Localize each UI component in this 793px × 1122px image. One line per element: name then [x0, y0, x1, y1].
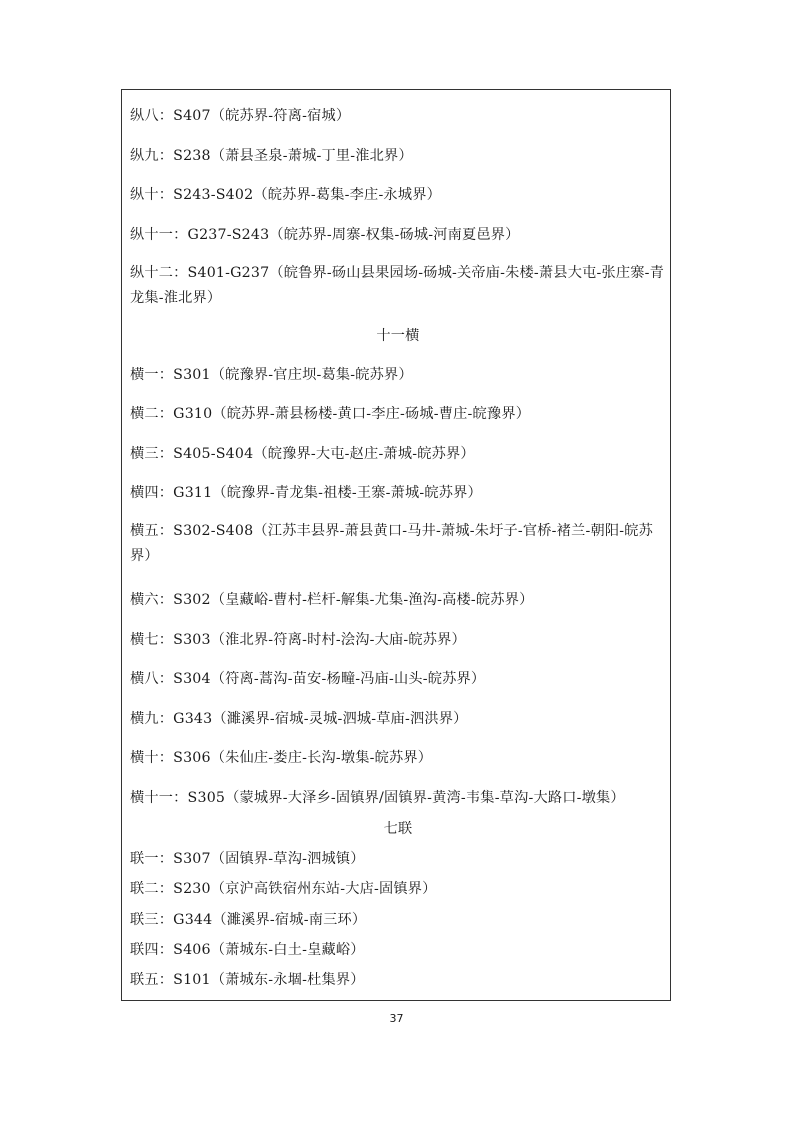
route-heng-9: 横九：G343（濉溪界-宿城-灵城-泗城-草庙-泗洪界）: [130, 711, 468, 727]
route-lian-3: 联三：G344（濉溪界-宿城-南三环）: [130, 912, 367, 928]
route-heng-8: 横八：S304（符离-蒿沟-苗安-杨疃-冯庙-山头-皖苏界）: [130, 671, 486, 687]
route-lian-2: 联二：S230（京沪高铁宿州东站-大店-固镇界）: [130, 881, 437, 897]
route-zong-9: 纵九：S238（萧县圣泉-萧城-丁里-淮北界）: [130, 148, 413, 164]
route-heng-4: 横四：G311（皖豫界-青龙集-祖楼-王寨-萧城-皖苏界）: [130, 485, 482, 501]
route-zong-12: 纵十二：S401-G237（皖鲁界-砀山县果园场-砀城-关帝庙-朱楼-萧县大屯-张庄寨-青龙集-淮北界）: [130, 265, 665, 306]
route-heng-10: 横十：S306（朱仙庄-娄庄-长沟-墩集-皖苏界）: [130, 750, 433, 766]
section-title-lian: 七联: [383, 821, 413, 837]
route-lian-5: 联五：S101（萧城东-永堌-杜集界）: [130, 972, 365, 988]
route-heng-6: 横六：S302（皇藏峪-曹村-栏杆-解集-尤集-渔沟-高楼-皖苏界）: [130, 592, 534, 608]
route-heng-7: 横七：S303（淮北界-符离-时村-浍沟-大庙-皖苏界）: [130, 632, 466, 648]
route-lian-1: 联一：S307（固镇界-草沟-泗城镇）: [130, 851, 365, 867]
route-heng-3: 横三：S405-S404（皖豫界-大屯-赵庄-萧城-皖苏界）: [130, 446, 475, 462]
route-heng-11: 横十一：S305（蒙城界-大泽乡-固镇界/固镇界-黄湾-韦集-草沟-大路口-墩集）: [130, 790, 625, 806]
route-heng-5: 横五：S302-S408（江苏丰县界-萧县黄口-马井-萧城-朱圩子-官桥-褚兰-朝阳-皖苏界）: [130, 523, 653, 564]
section-title-heng: 十一横: [376, 328, 420, 344]
route-zong-10: 纵十：S243-S402（皖苏界-葛集-李庄-永城界）: [130, 187, 441, 203]
route-zong-11: 纵十一：G237-S243（皖苏界-周寨-权集-砀城-河南夏邑界）: [130, 227, 520, 243]
route-lian-4: 联四：S406（萧城东-白土-皇藏峪）: [130, 942, 365, 958]
route-heng-2: 横二：G310（皖苏界-萧县杨楼-黄口-李庄-砀城-曹庄-皖豫界）: [130, 406, 531, 422]
route-heng-1: 横一：S301（皖豫界-官庄坝-葛集-皖苏界）: [130, 367, 413, 383]
page-number: 37: [389, 1012, 404, 1025]
content-frame: [121, 89, 671, 1001]
route-zong-8: 纵八：S407（皖苏界-符离-宿城）: [130, 108, 351, 124]
